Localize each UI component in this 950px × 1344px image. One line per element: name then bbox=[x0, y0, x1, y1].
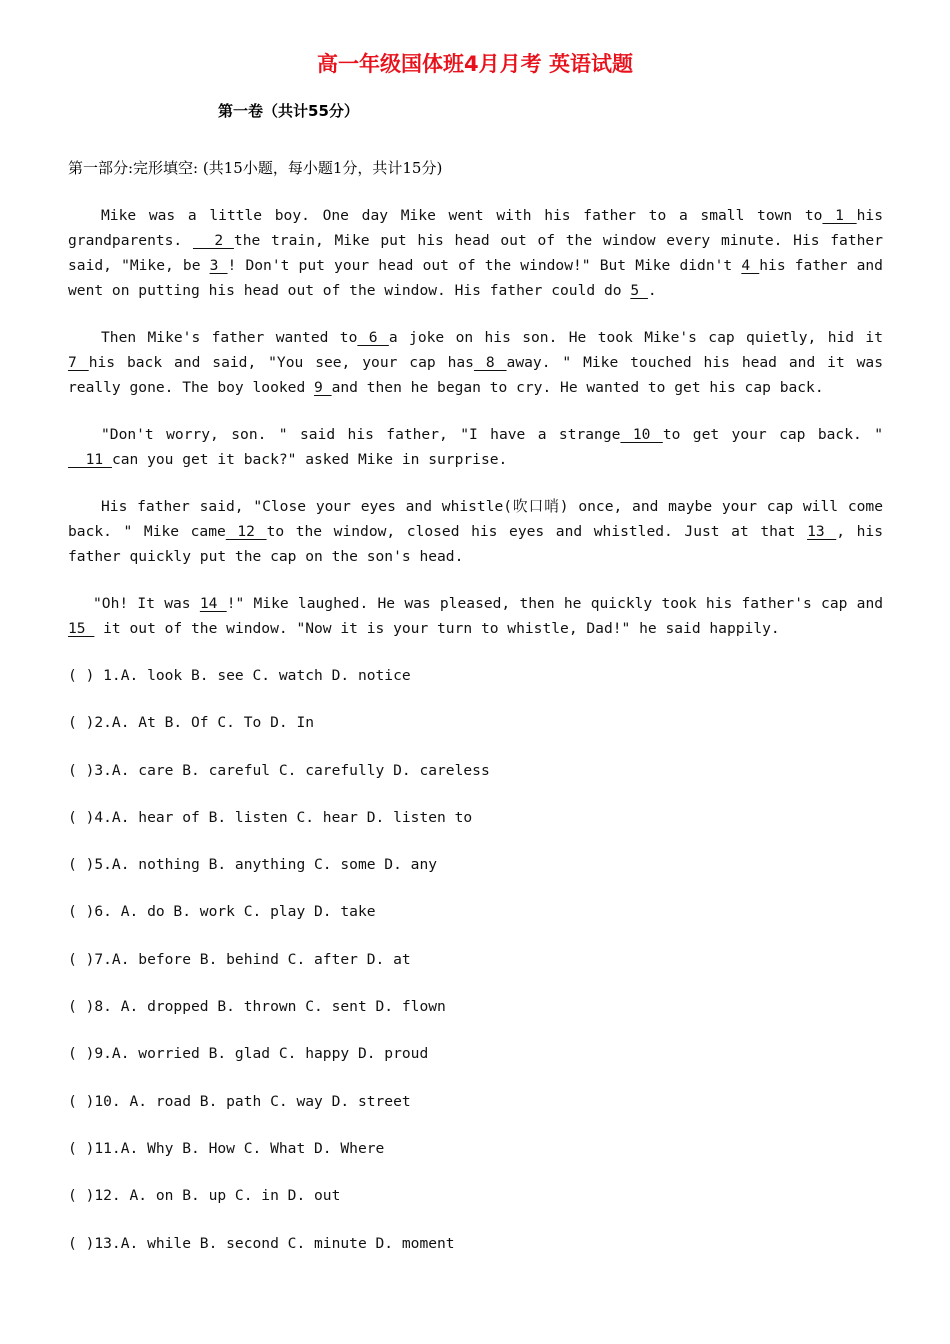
blank-8: 8 bbox=[473, 354, 507, 371]
volume-heading: 第一卷（共计55分） bbox=[218, 102, 359, 120]
page-title: 高一年级国体班4月月考 英语试题 bbox=[317, 52, 633, 76]
blank-10: 10 bbox=[620, 426, 663, 443]
blank-1: 1 bbox=[822, 207, 857, 224]
blank-11: 11 bbox=[68, 451, 112, 468]
option-item-2: ( )2.A. At B. Of C. To D. In bbox=[68, 714, 315, 732]
option-item-3: ( )3.A. care B. careful C. carefully D. careless bbox=[68, 761, 490, 779]
passage-paragraph-5: "Oh! It was 14 !" Mike laughed. He was pleased, then he quickly took his father's cap and 15 it out of the window. "Now it is your turn to whistle, Dad!" he said happily. bbox=[68, 595, 884, 637]
blank-13: 13 bbox=[807, 523, 837, 540]
blank-4: 4 bbox=[741, 257, 760, 274]
option-item-7: ( )7.A. before B. behind C. after D. at bbox=[68, 950, 411, 968]
option-item-11: ( )11.A. Why B. How C. What D. Where bbox=[68, 1139, 385, 1157]
option-item-5: ( )5.A. nothing B. anything C. some D. any bbox=[68, 856, 438, 874]
option-item-9: ( )9.A. worried B. glad C. happy D. proud bbox=[68, 1045, 429, 1063]
option-item-13: ( )13.A. while B. second C. minute D. moment bbox=[68, 1234, 455, 1252]
option-item-12: ( )12. A. on B. up C. in D. out bbox=[68, 1187, 341, 1205]
section-heading: 第一部分:完形填空: (共15小题，每小题1分，共计15分) bbox=[68, 159, 443, 177]
blank-15: 15 bbox=[68, 620, 95, 637]
blank-14: 14 bbox=[199, 595, 227, 612]
blank-6: 6 bbox=[357, 329, 389, 346]
passage-paragraph-4: His father said, "Close your eyes and whistle(吹口哨) once, and maybe your cap will come back. " Mike came 12 to the window, closed his eyes and whistled. Just at that 13 , his father quickly put the cap on the son's head. bbox=[68, 498, 883, 565]
blank-3: 3 bbox=[209, 257, 228, 274]
options-list bbox=[68, 663, 490, 1278]
passage-paragraph-3: "Don't worry, son. " said his father, "I have a strange 10 to get your cap back. " 11 can you get it back?" asked Mike in surprise. bbox=[68, 426, 883, 468]
passage-paragraph-1: Mike was a little boy. One day Mike went with his father to a small town to 1 his grandparents. 2 the train, Mike put his head out of the window every minute. His father said, "Mike, be 3 ! Don't put your head out of the window!" But Mike didn't 4 his father and went on putting his head out of the window. His father could do 5 . bbox=[68, 207, 883, 299]
blank-12: 12 bbox=[225, 523, 267, 540]
option-item-4: ( )4.A. hear of B. listen C. hear D. listen to bbox=[68, 808, 473, 826]
blank-5: 5 bbox=[630, 282, 648, 299]
option-item-1: ( ) 1.A. look B. see C. watch D. notice bbox=[68, 667, 411, 684]
blank-2: 2 bbox=[192, 232, 234, 249]
option-item-10: ( )10. A. road B. path C. way D. street bbox=[68, 1092, 411, 1110]
blank-9: 9 bbox=[314, 379, 332, 396]
option-item-8: ( )8. A. dropped B. thrown C. sent D. flown bbox=[68, 998, 446, 1016]
blank-7: 7 bbox=[68, 354, 89, 371]
option-item-6: ( )6. A. do B. work C. play D. take bbox=[68, 903, 376, 921]
passage-paragraph-2: Then Mike's father wanted to 6 a joke on his son. He took Mike's cap quietly, hid it 7 his back and said, "You see, your cap has 8 away. " Mike touched his head and it was really gone. The boy looked 9 and then he began to cry. He wanted to get his cap back. bbox=[68, 329, 883, 396]
